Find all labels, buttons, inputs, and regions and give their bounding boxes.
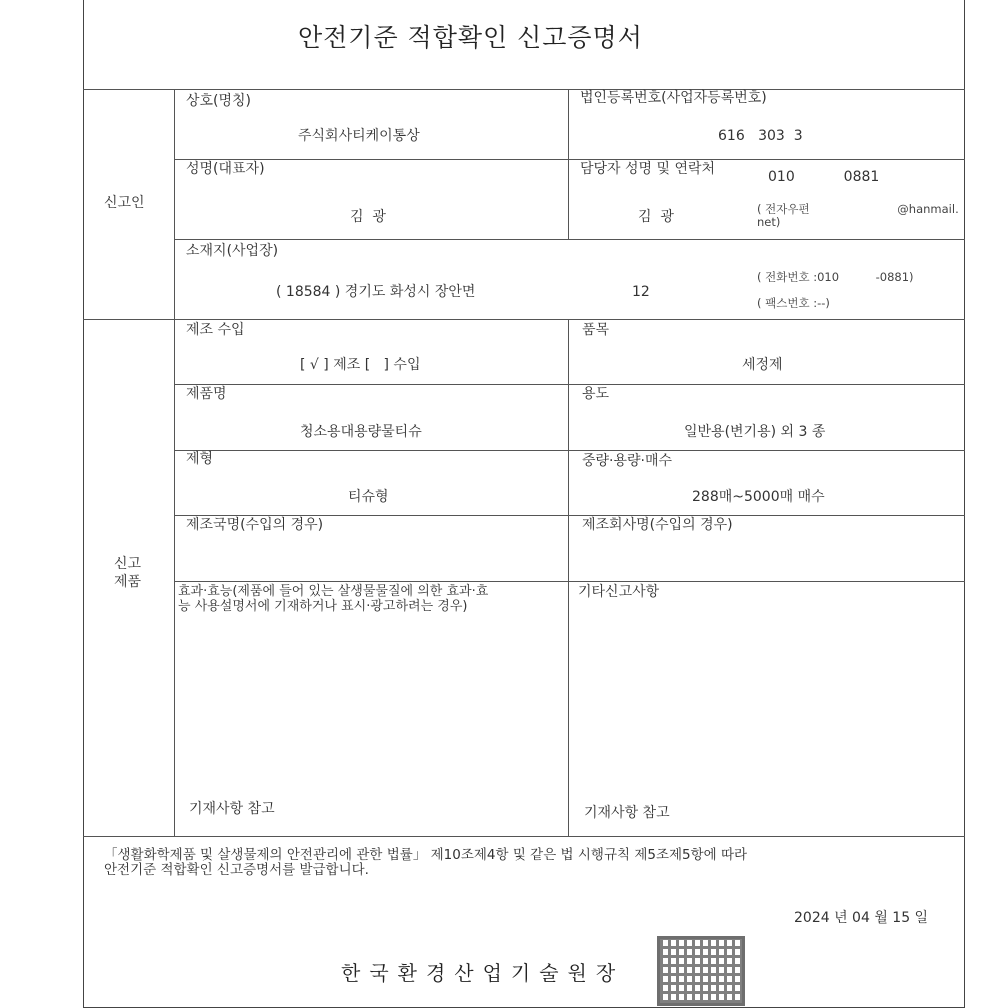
contact-email-line2: net) — [757, 215, 781, 229]
product-name-value: 청소용대용량물티슈 — [300, 424, 422, 440]
rule-mid-upper — [568, 89, 569, 239]
contact-email-line1: ( 전자우편 @hanmail. — [757, 202, 959, 216]
use-label: 용도 — [582, 386, 610, 402]
reporter-section-label: 신고인 — [104, 195, 145, 211]
official-seal-text — [660, 939, 742, 971]
mfg-label: 제조 수입 — [186, 322, 245, 338]
weight-label: 중량·용량·매수 — [582, 453, 673, 469]
issue-date: 2024 년 04 월 15 일 — [794, 910, 929, 926]
rule-row2 — [174, 239, 965, 240]
mfg-value: [ √ ] 제조 [ ] 수입 — [300, 357, 421, 373]
note-left: 기재사항 참고 — [189, 801, 275, 817]
product-section-label-line2: 제품 — [114, 574, 142, 590]
rule-row7 — [174, 581, 965, 582]
rule-under-title — [83, 89, 965, 90]
rule-above-footer — [83, 836, 965, 837]
address-label: 소재지(사업장) — [186, 243, 279, 259]
representative-label: 성명(대표자) — [186, 161, 265, 177]
form-value: 티슈형 — [348, 489, 389, 505]
note-right: 기재사항 참고 — [584, 805, 670, 821]
company-label: 상호(명칭) — [186, 93, 252, 109]
item-label: 품목 — [582, 322, 610, 338]
statement-line2: 안전기준 적합확인 신고증명서를 발급합니다. — [104, 862, 369, 878]
weight-value: 288매~5000매 매수 — [692, 489, 825, 505]
form-label: 제형 — [186, 451, 214, 467]
rule-section-split — [83, 319, 965, 320]
maker-label: 제조회사명(수입의 경우) — [582, 517, 733, 533]
use-value: 일반용(변기용) 외 3 종 — [684, 424, 826, 440]
company-value: 주식회사티케이통상 — [298, 128, 420, 144]
contact-name: 김 광 — [638, 209, 674, 225]
product-section-label-line1: 신고 — [114, 556, 142, 572]
rule-mid-lower — [568, 319, 569, 836]
country-label: 제조국명(수입의 경우) — [186, 517, 324, 533]
representative-value: 김 광 — [350, 209, 386, 225]
contact-label: 담당자 성명 및 연락처 — [580, 161, 716, 177]
bizno-value: 616 303 3 — [718, 128, 803, 144]
address-value: ( 18584 ) 경기도 화성시 장안면 — [276, 284, 476, 300]
contact-phone: 010 0881 — [768, 169, 880, 185]
fax-line: ( 팩스번호 :--) — [757, 296, 830, 310]
effect-label-line1: 효과·효능(제품에 들어 있는 살생물물질에 의한 효과·효 — [178, 584, 489, 599]
page-title: 안전기준 적합확인 신고증명서 — [298, 23, 643, 52]
phone-line: ( 전화번호 :010 -0881) — [757, 270, 914, 284]
item-value: 세정제 — [742, 357, 783, 373]
rule-row4 — [174, 384, 965, 385]
statement-line1: 「생활화학제품 및 살생물제의 안전관리에 관한 법률」 제10조제4항 및 같은 법 시행규칙 제5조제5항에 따라 — [104, 847, 748, 863]
rule-row5 — [174, 450, 965, 451]
address-number: 12 — [632, 284, 650, 300]
product-name-label: 제품명 — [186, 386, 227, 402]
official-seal — [657, 936, 745, 1006]
rule-section-column — [174, 89, 175, 836]
issuer-name: 한국환경산업기술원장 — [341, 961, 625, 985]
effect-label-line2: 능 사용설명서에 기재하거나 표시·광고하려는 경우) — [178, 599, 468, 614]
rule-row1 — [174, 159, 965, 160]
rule-row6 — [174, 515, 965, 516]
bizno-label: 법인등록번호(사업자등록번호) — [580, 90, 767, 106]
other-label: 기타신고사항 — [578, 584, 660, 600]
